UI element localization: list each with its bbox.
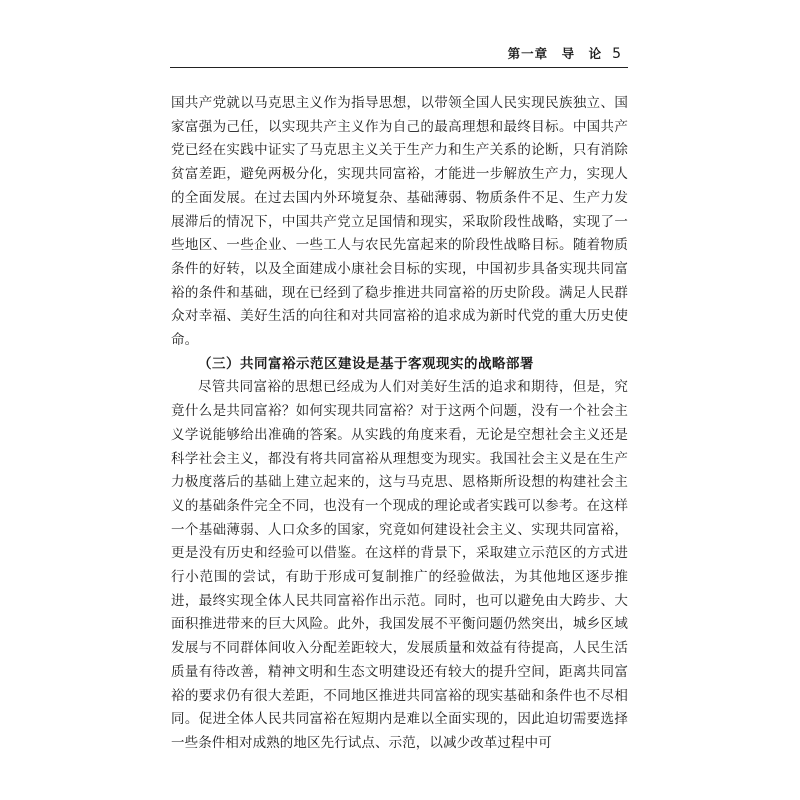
page-number: 5 [612, 46, 622, 62]
header-rule [170, 67, 628, 68]
continued-paragraph: 国共产党就以马克思主义作为指导思想，以带领全国人民实现民族独立、国家富强为己任，以实现共产主义作为自己的最高理想和最终目标。中国共产党已经在实践中证实了马克思主义关于生产力和生产关系的论断，只有消除贫富差距，避免两极分化，实现共同富裕，才能进一步解放生产力，实现人的全面发展。在过去国内外环境复杂、基础薄弱、物质条件不足、生产力发展滞后的情况下，中国共产党立足国情和现实，采取阶段性战略，实现了一些地区、一些企业、一些工人与农民先富起来的阶段性战略目标。随着物质条件的好转，以及全面建成小康社会目标的实现，中国初步具备实现共同富裕的条件和基础，现在已经到了稳步推进共同富裕的历史阶段。满足人民群众对幸福、美好生活的向往和对共同富裕的追求成为新时代党的重大历史使命。 [171, 95, 628, 349]
section-heading: （三）共同富裕示范区建设是基于客观现实的战略部署 [198, 355, 534, 372]
chapter-title: 第一章 导 论 [507, 46, 603, 61]
running-head [160, 44, 622, 62]
section-paragraph: 尽管共同富裕的思想已经成为人们对美好生活的追求和期待，但是，究竟什么是共同富裕？如何实现共同富裕？对于这两个问题，没有一个社会主义学说能够给出准确的答案。从实践的角度来看，无论是空想社会主义还是科学社会主义，都没有将共同富裕从理想变为现实。我国社会主义是在生产力极度落后的基础上建立起来的，这与马克思、恩格斯所设想的构建社会主义的基础条件完全不同，也没有一个现成的理论或者实践可以参考。在这样一个基础薄弱、人口众多的国家，究竟如何建设社会主义、实现共同富裕，更是没有历史和经验可以借鉴。在这样的背景下，采取建立示范区的方式进行小范围的尝试，有助于形成可复制推广的经验做法，为其他地区逐步推进，最终实现全体人民共同富裕作出示范。同时，也可以避免由大跨步、大面积推进带来的巨大风险。此外，我国发展不平衡问题仍然突出，城乡区域发展与不同群体间收入分配差距较大，发展质量和效益有待提高，人民生活质量有待改善，精神文明和生态文明建设还有较大的提升空间，距离共同富裕的要求仍有很大差距，不同地区推进共同富裕的现实基础和条件也不尽相同。促进全体人民共同富裕在短期内是难以全面实现的，因此迫切需要选择一些条件相对成熟的地区先行试点、示范，以减少改革过程中可 [171, 379, 628, 751]
body-text [171, 92, 628, 756]
